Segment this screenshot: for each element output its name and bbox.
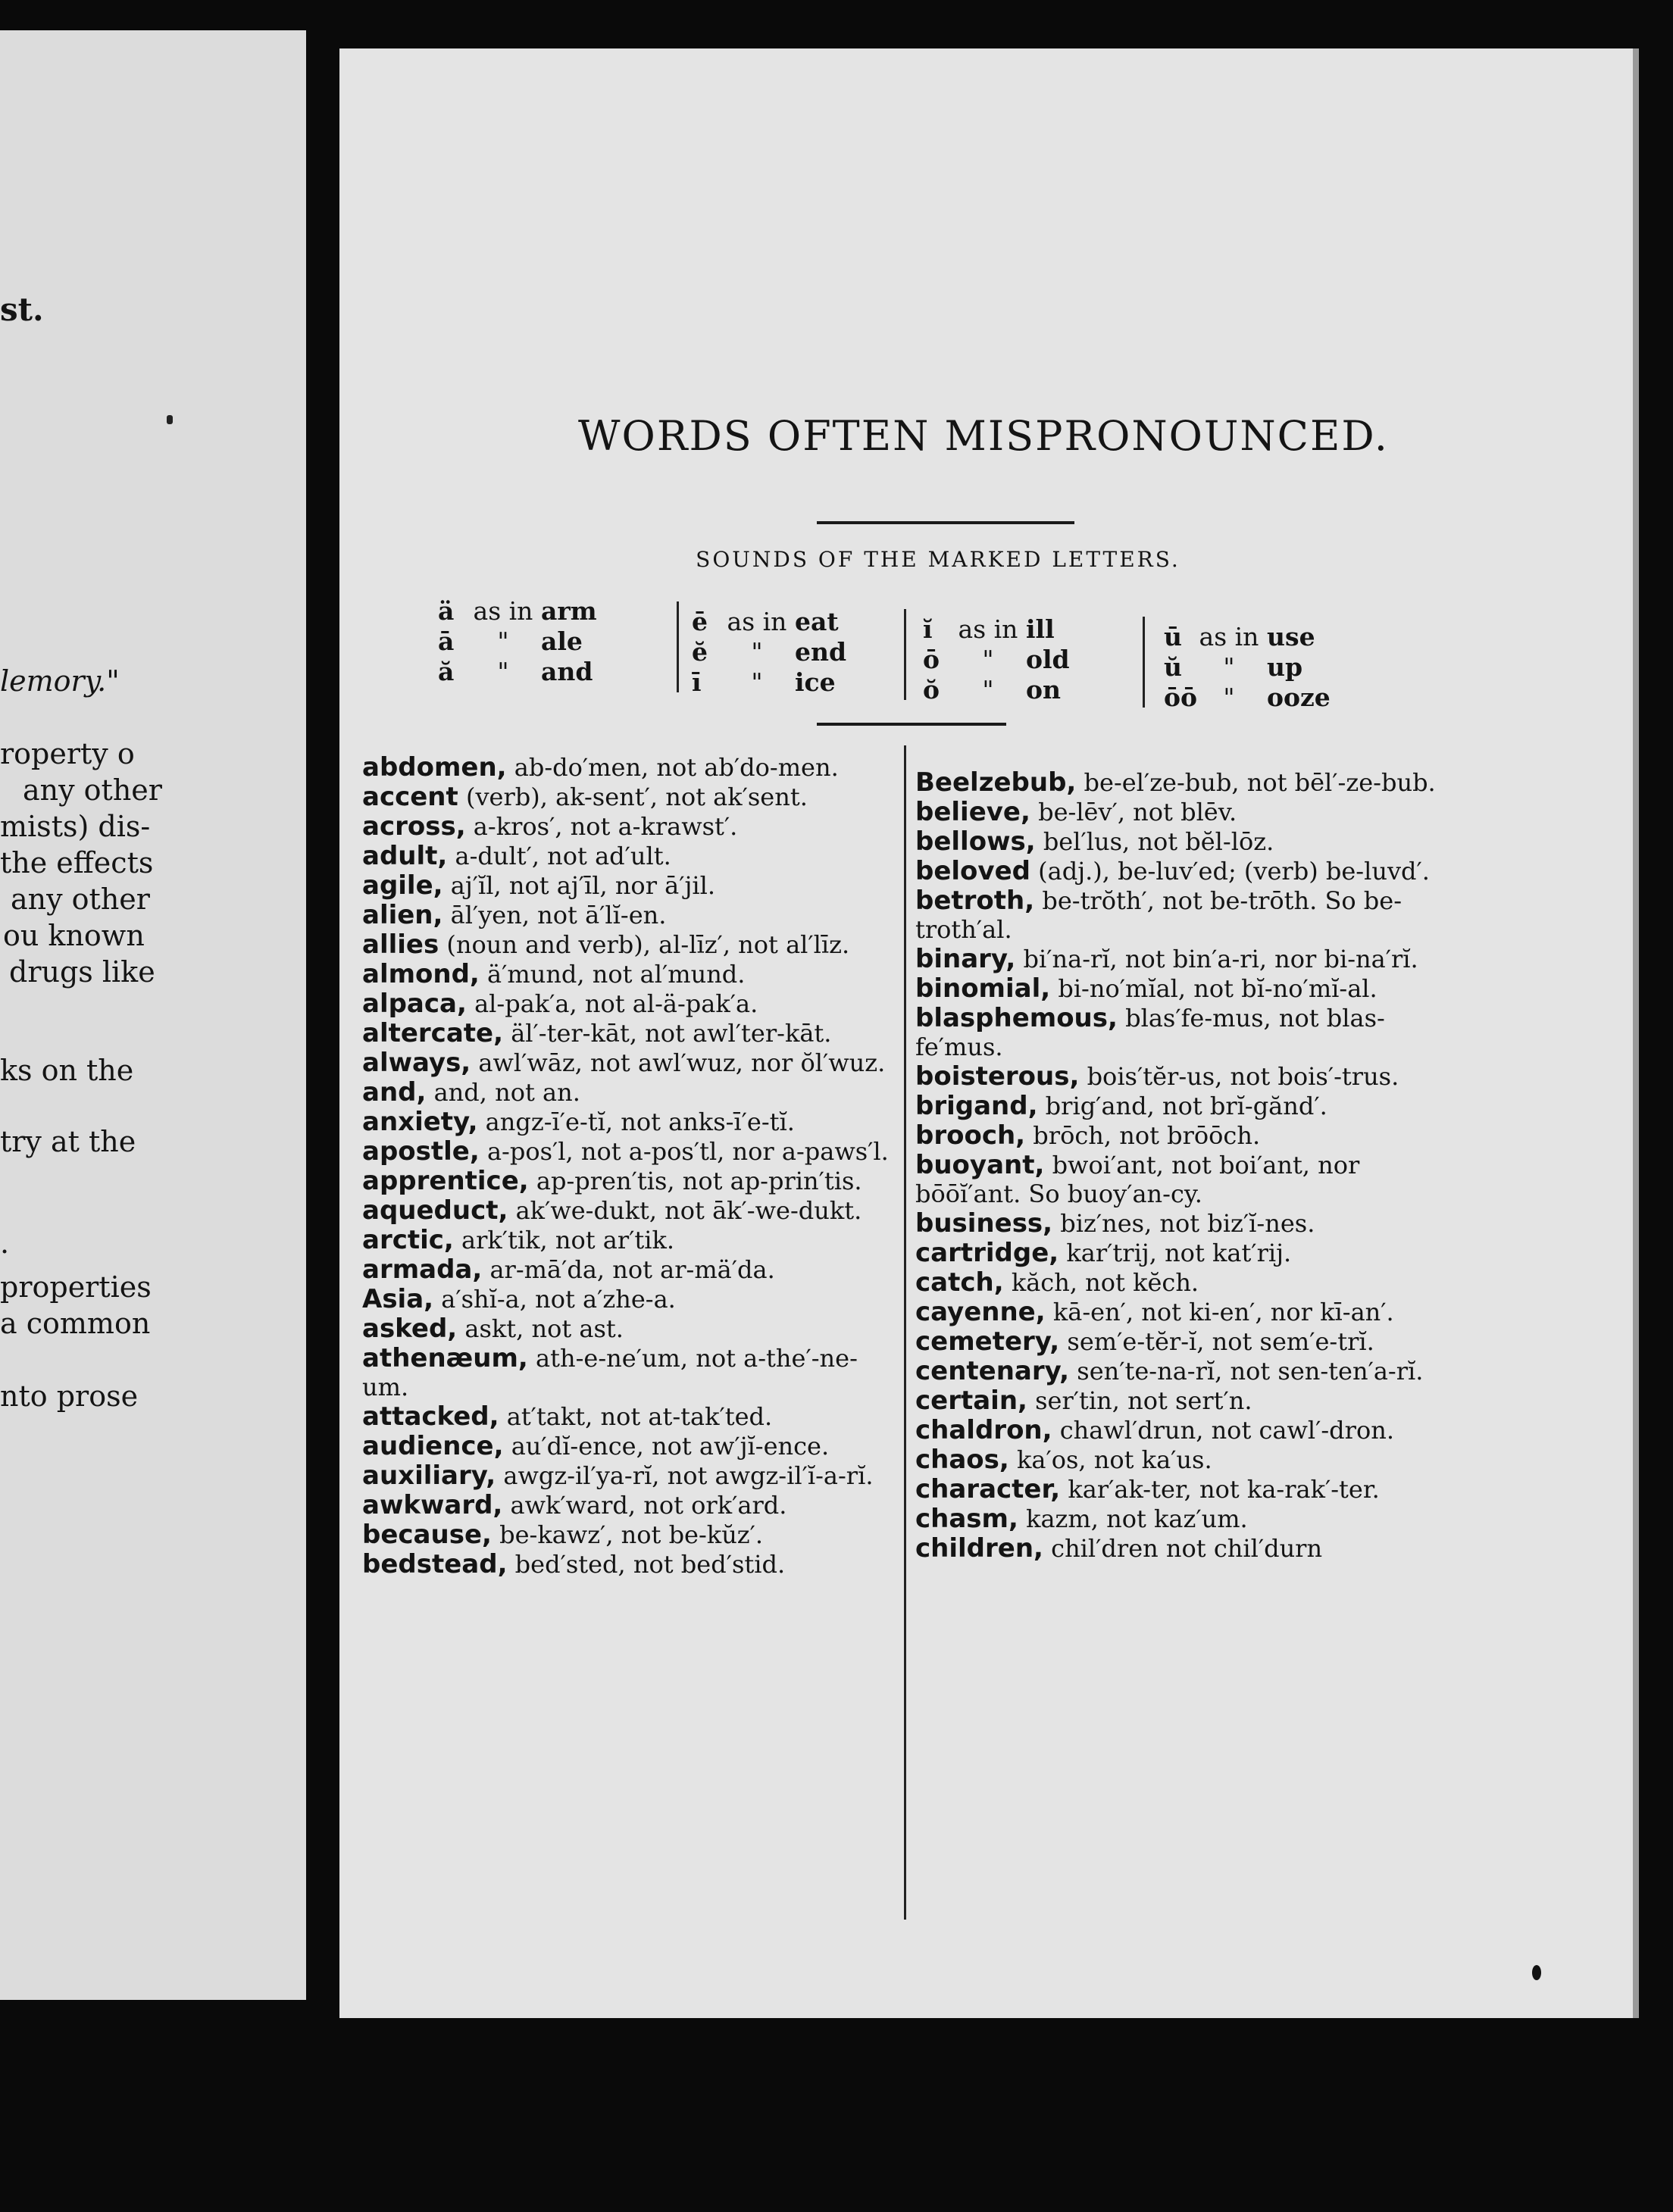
entry-pronunciation: awgz-il′ya-rĭ, not awgz-il′ĭ-a-rĭ. xyxy=(496,1461,874,1490)
right-page xyxy=(339,48,1639,2018)
entry-pronunciation: kar′trij, not kat′rij. xyxy=(1059,1239,1292,1267)
key-sym: ă xyxy=(438,656,455,686)
entry-headword: alpaca, xyxy=(362,989,467,1019)
key-row xyxy=(692,606,896,636)
entry-pronunciation: al-pak′a, not al-ä-pak′a. xyxy=(466,989,758,1018)
key-word: ill xyxy=(1026,614,1055,644)
key-word: old xyxy=(1026,644,1070,674)
entry-headword: apostle, xyxy=(362,1136,480,1167)
entry-pronunciation: brig′and, not brĭ-gănd′. xyxy=(1037,1092,1327,1120)
entry-headword: abdomen, xyxy=(362,752,507,783)
entry-pronunciation: chil′dren not chil′durn xyxy=(1043,1534,1323,1563)
entry-headword: apprentice, xyxy=(362,1166,529,1196)
dictionary-entry xyxy=(915,945,1446,973)
key-row xyxy=(923,644,1127,674)
dictionary-entry xyxy=(362,989,893,1018)
entry-pronunciation: a-dult′, not ad′ult. xyxy=(447,842,671,870)
entry-pronunciation: ä′mund, not al′mund. xyxy=(479,960,746,989)
entry-pronunciation: be-el′ze-bub, not bēl′-ze-bub. xyxy=(1076,768,1436,797)
key-heading: SOUNDS OF THE MARKED LETTERS. xyxy=(696,547,1180,572)
entry-headword: aqueduct, xyxy=(362,1195,508,1226)
dictionary-entry xyxy=(362,812,893,841)
entry-pronunciation: bois′tĕr-us, not bois′-trus. xyxy=(1079,1062,1399,1091)
key-row xyxy=(692,636,896,667)
key-row xyxy=(923,674,1127,705)
dictionary-entry xyxy=(915,827,1446,856)
entry-headword: boisterous, xyxy=(915,1061,1080,1092)
entry-headword: armada, xyxy=(362,1254,483,1285)
entry-headword: agile, xyxy=(362,870,443,901)
key-divider xyxy=(904,609,906,700)
entry-pronunciation: awl′wāz, not awl′wuz, nor ŏl′wuz. xyxy=(471,1048,886,1077)
dictionary-entry xyxy=(915,1298,1446,1326)
key-sym: ī xyxy=(692,667,702,697)
entry-headword: bedstead, xyxy=(362,1549,508,1579)
entry-pronunciation: be-lēv′, not blēv. xyxy=(1030,798,1237,826)
entry-headword: children, xyxy=(915,1533,1043,1564)
entry-pronunciation: ka′os, not ka′us. xyxy=(1008,1445,1212,1474)
entry-pronunciation: (noun and verb), al-līz′, not al′līz. xyxy=(439,930,850,959)
entry-headword: chasm, xyxy=(915,1504,1018,1534)
ink-speck xyxy=(167,415,173,424)
entry-pronunciation: be-trŏth′, not be-trōth. So be-troth′al. xyxy=(915,886,1403,944)
left-page-text-fragment: properties xyxy=(0,1270,152,1304)
entry-pronunciation: āl′yen, not ā′lĭ-en. xyxy=(442,901,667,929)
key-row xyxy=(692,667,896,697)
entry-pronunciation: awk′ward, not ork′ard. xyxy=(502,1491,787,1520)
key-row xyxy=(923,614,1127,644)
left-page-text-fragment: any other xyxy=(23,773,162,807)
key-word: on xyxy=(1026,674,1062,705)
dictionary-entry xyxy=(362,1255,893,1284)
entry-headword: buoyant, xyxy=(915,1150,1045,1180)
entry-headword: beloved xyxy=(915,856,1030,886)
key-asin: as in xyxy=(727,606,787,636)
dictionary-entry xyxy=(362,1314,893,1343)
dictionary-entry xyxy=(362,871,893,900)
entry-headword: altercate, xyxy=(362,1018,504,1048)
entry-pronunciation: (adj.), be-luv′ed; (verb) be-luvd′. xyxy=(1030,857,1430,886)
entry-headword: audience, xyxy=(362,1431,504,1461)
key-row xyxy=(438,595,643,626)
key-row xyxy=(1164,621,1368,651)
key-sym: ĭ xyxy=(923,614,933,644)
dictionary-entry xyxy=(362,753,893,782)
dictionary-entry xyxy=(915,1062,1446,1091)
dictionary-entry xyxy=(362,1432,893,1461)
key-sym: ä xyxy=(438,595,455,626)
entry-headword: blasphemous, xyxy=(915,1003,1118,1033)
key-group-e xyxy=(692,606,896,697)
entry-headword: attacked, xyxy=(362,1401,499,1432)
entry-headword: allies xyxy=(362,929,439,960)
dictionary-entry xyxy=(362,1167,893,1195)
entry-headword: cemetery, xyxy=(915,1326,1060,1357)
key-rule xyxy=(817,723,1006,726)
dictionary-entry xyxy=(362,783,893,811)
key-asin: as in xyxy=(1199,621,1259,651)
entry-pronunciation: brōch, not brōōch. xyxy=(1025,1121,1261,1150)
key-sym: ē xyxy=(692,606,708,636)
key-row xyxy=(438,656,643,686)
key-word: ooze xyxy=(1267,682,1331,712)
key-sym: ā xyxy=(438,626,455,656)
dictionary-entry xyxy=(915,1327,1446,1356)
key-asin: " xyxy=(982,674,994,705)
dictionary-entry xyxy=(915,1239,1446,1267)
entry-pronunciation: angz-ī′e-tĭ, not anks-ī′e-tĭ. xyxy=(477,1108,795,1136)
entry-pronunciation: sem′e-tĕr-ĭ, not sem′e-trĭ. xyxy=(1059,1327,1374,1356)
dictionary-entry xyxy=(915,1151,1446,1208)
entry-pronunciation: kar′ak-ter, not ka-rak′-ter. xyxy=(1060,1475,1380,1504)
key-asin: " xyxy=(1223,682,1235,712)
key-divider xyxy=(1143,617,1145,708)
entries-right-column xyxy=(915,768,1446,1564)
dictionary-entry xyxy=(915,1475,1446,1504)
entry-headword: almond, xyxy=(362,959,480,989)
entry-pronunciation: bel′lus, not bĕl-lōz. xyxy=(1035,827,1274,856)
dictionary-entry xyxy=(915,1209,1446,1238)
left-page-fragment xyxy=(0,30,306,2000)
page-edge xyxy=(1633,48,1639,2018)
entry-pronunciation: askt, not ast. xyxy=(457,1314,624,1343)
dictionary-entry xyxy=(362,1520,893,1549)
dictionary-entry xyxy=(362,1108,893,1136)
entry-headword: centenary, xyxy=(915,1356,1070,1386)
entry-headword: brigand, xyxy=(915,1091,1038,1121)
ink-speck xyxy=(1532,1965,1541,1980)
dictionary-entry xyxy=(915,1445,1446,1474)
entry-headword: adult, xyxy=(362,841,448,871)
page-title: WORDS OFTEN MISPRONOUNCED. xyxy=(578,412,1389,460)
key-asin: " xyxy=(1223,651,1235,682)
key-asin: " xyxy=(751,636,763,667)
entry-pronunciation: bi-no′mĭal, not bĭ-no′mĭ-al. xyxy=(1050,974,1377,1003)
entry-headword: accent xyxy=(362,782,458,812)
entry-pronunciation: sen′te-na-rĭ, not sen-ten′a-rĭ. xyxy=(1069,1357,1424,1386)
entry-headword: asked, xyxy=(362,1314,458,1344)
dictionary-entry xyxy=(915,798,1446,826)
entry-headword: always, xyxy=(362,1048,471,1078)
entry-pronunciation: kā-en′, not ki-en′, nor kī-an′. xyxy=(1045,1298,1394,1326)
entry-pronunciation: ark′tik, not ar′tik. xyxy=(453,1226,675,1254)
entry-headword: awkward, xyxy=(362,1490,503,1520)
entry-headword: catch, xyxy=(915,1267,1004,1298)
entry-pronunciation: kazm, not kaz′um. xyxy=(1018,1504,1248,1533)
dictionary-entry xyxy=(362,1285,893,1314)
entry-pronunciation: ak′we-dukt, not āk′-we-dukt. xyxy=(508,1196,862,1225)
entry-pronunciation: bwoi′ant, not boi′ant, nor bōōĭ′ant. So buoy′an-cy. xyxy=(915,1151,1360,1208)
dictionary-entry xyxy=(915,1386,1446,1415)
dictionary-entry xyxy=(362,1048,893,1077)
dictionary-entry xyxy=(362,1550,893,1579)
entry-headword: and, xyxy=(362,1077,427,1108)
key-sym: ŭ xyxy=(1164,651,1182,682)
entry-pronunciation: chawl′drun, not cawl′-dron. xyxy=(1052,1416,1394,1445)
entry-headword: chaos, xyxy=(915,1445,1009,1475)
left-page-text-fragment: ou known xyxy=(3,919,145,952)
entry-pronunciation: ath-e-ne′um, not a-the′-ne-um. xyxy=(362,1344,858,1401)
dictionary-entry xyxy=(362,1137,893,1166)
dictionary-entry xyxy=(915,886,1446,944)
dictionary-entry xyxy=(915,974,1446,1003)
entry-headword: believe, xyxy=(915,797,1030,827)
left-page-text-fragment: the effects xyxy=(0,846,154,879)
entry-headword: Beelzebub, xyxy=(915,767,1077,798)
entry-pronunciation: a-pos′l, not a-pos′tl, nor a-paws′l. xyxy=(479,1137,889,1166)
key-sym: ĕ xyxy=(692,636,708,667)
entry-pronunciation: at′takt, not at-tak′ted. xyxy=(499,1402,773,1431)
key-sym: ō xyxy=(923,644,940,674)
left-page-text-fragment: nto prose xyxy=(0,1379,139,1413)
entry-headword: business, xyxy=(915,1208,1053,1239)
column-divider xyxy=(904,745,906,1920)
entry-pronunciation: aj′ĭl, not aj′īl, nor ā′jil. xyxy=(442,871,716,900)
key-sym: ŏ xyxy=(923,674,940,705)
key-asin: " xyxy=(982,644,994,674)
entry-headword: because, xyxy=(362,1520,492,1550)
key-word: up xyxy=(1267,651,1303,682)
dictionary-entry xyxy=(915,1416,1446,1445)
dictionary-entry xyxy=(915,1004,1446,1061)
dictionary-entry xyxy=(915,768,1446,797)
left-page-text-fragment: mists) dis- xyxy=(0,810,151,843)
entry-pronunciation: (verb), ak-sent′, not ak′sent. xyxy=(458,783,808,811)
key-word: use xyxy=(1267,621,1315,651)
entry-headword: brooch, xyxy=(915,1120,1026,1151)
dictionary-entry xyxy=(362,930,893,959)
key-group-a xyxy=(438,595,643,686)
key-word: ice xyxy=(795,667,836,697)
left-page-text-fragment: roperty o xyxy=(0,737,135,770)
entry-pronunciation: bi′na-rĭ, not bin′a-ri, nor bi-na′rĭ. xyxy=(1015,945,1418,973)
key-asin: " xyxy=(497,656,509,686)
dictionary-entry xyxy=(915,1268,1446,1297)
left-page-text-fragment: lemory." xyxy=(0,664,120,698)
entry-pronunciation: blas′fe-mus, not blas-fe′mus. xyxy=(915,1004,1385,1061)
dictionary-entry xyxy=(915,1504,1446,1533)
key-group-i xyxy=(923,614,1127,705)
dictionary-entry xyxy=(362,1078,893,1107)
dictionary-entry xyxy=(362,1461,893,1490)
dictionary-entry xyxy=(915,1357,1446,1386)
entry-headword: across, xyxy=(362,811,466,842)
key-divider xyxy=(677,601,679,692)
entry-headword: chaldron, xyxy=(915,1415,1052,1445)
key-word: end xyxy=(795,636,847,667)
left-page-text-fragment: st. xyxy=(0,291,44,328)
left-page-text-fragment: drugs like xyxy=(9,955,155,989)
entry-headword: arctic, xyxy=(362,1225,454,1255)
dictionary-entry xyxy=(362,901,893,929)
key-row xyxy=(438,626,643,656)
entry-headword: betroth, xyxy=(915,886,1035,916)
dictionary-entry xyxy=(362,1226,893,1254)
entry-headword: character, xyxy=(915,1474,1061,1504)
entry-headword: anxiety, xyxy=(362,1107,478,1137)
dictionary-entry xyxy=(915,1092,1446,1120)
entry-pronunciation: and, not an. xyxy=(426,1078,580,1107)
entry-headword: athenæum, xyxy=(362,1343,528,1373)
entry-headword: Asia, xyxy=(362,1284,434,1314)
left-page-text-fragment: ks on the xyxy=(0,1054,134,1087)
dictionary-entry xyxy=(362,1491,893,1520)
key-asin: as in xyxy=(473,595,533,626)
key-row xyxy=(1164,682,1368,712)
entry-pronunciation: au′dĭ-ence, not aw′jĭ-ence. xyxy=(503,1432,830,1461)
dictionary-entry xyxy=(362,1019,893,1048)
entry-pronunciation: a-kros′, not a-krawst′. xyxy=(465,812,738,841)
dictionary-entry xyxy=(362,842,893,870)
left-page-text-fragment: . xyxy=(0,1226,10,1260)
entry-headword: alien, xyxy=(362,900,443,930)
entry-pronunciation: biz′nes, not biz′ĭ-nes. xyxy=(1052,1209,1315,1238)
entry-pronunciation: ap-pren′tis, not ap-prin′tis. xyxy=(528,1167,862,1195)
entry-pronunciation: bed′sted, not bed′stid. xyxy=(507,1550,786,1579)
key-group-u xyxy=(1164,621,1368,712)
key-asin: " xyxy=(497,626,509,656)
entry-headword: bellows, xyxy=(915,826,1036,857)
dictionary-entry xyxy=(362,1344,893,1401)
entry-pronunciation: kăch, not kĕch. xyxy=(1003,1268,1199,1297)
dictionary-entry xyxy=(362,1402,893,1431)
key-asin: as in xyxy=(958,614,1018,644)
key-word: ale xyxy=(541,626,583,656)
entry-headword: binary, xyxy=(915,944,1016,974)
dictionary-entry xyxy=(362,960,893,989)
left-page-text-fragment: a common xyxy=(0,1307,151,1340)
entry-pronunciation: ab-do′men, not ab′do-men. xyxy=(506,753,839,782)
key-word: and xyxy=(541,656,593,686)
key-sym: ōō xyxy=(1164,682,1198,712)
entry-headword: binomial, xyxy=(915,973,1051,1004)
dictionary-entry xyxy=(915,1121,1446,1150)
entry-headword: certain, xyxy=(915,1386,1027,1416)
entry-headword: cartridge, xyxy=(915,1238,1059,1268)
title-rule xyxy=(817,521,1074,524)
entry-pronunciation: ar-mā′da, not ar-mä′da. xyxy=(482,1255,775,1284)
entry-pronunciation: be-kawz′, not be-kŭz′. xyxy=(491,1520,764,1549)
key-asin: " xyxy=(751,667,763,697)
dictionary-entry xyxy=(362,1196,893,1225)
entry-headword: cayenne, xyxy=(915,1297,1046,1327)
key-word: arm xyxy=(541,595,597,626)
left-page-text-fragment: try at the xyxy=(0,1125,136,1158)
left-page-text-fragment: any other xyxy=(11,883,150,916)
key-word: eat xyxy=(795,606,839,636)
dictionary-entry xyxy=(915,1534,1446,1563)
entry-pronunciation: a′shĭ-a, not a′zhe-a. xyxy=(433,1285,676,1314)
entry-pronunciation: äl′-ter-kāt, not awl′ter-kāt. xyxy=(503,1019,832,1048)
entry-headword: auxiliary, xyxy=(362,1461,496,1491)
entry-pronunciation: ser′tin, not sert′n. xyxy=(1027,1386,1252,1415)
entries-left-column xyxy=(362,753,893,1579)
key-row xyxy=(1164,651,1368,682)
key-sym: ū xyxy=(1164,621,1182,651)
dictionary-entry xyxy=(915,857,1446,886)
